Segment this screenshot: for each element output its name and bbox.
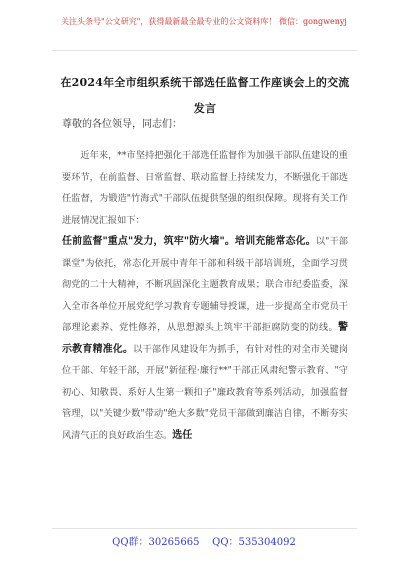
section-heading-pre-appointment: 任前监督"重点"发力，筑牢"防火墙"。培训充能常态化。 <box>62 236 316 247</box>
paragraph-1: 近年来，**市坚持把强化干部选任监督作为加强干部队伍建设的重要环节，在前监督、日常监督、联动监督上持续发力，不断强化干部选任监督，为锻造"竹海式"干部队伍提供坚强的组织保障。现将有关工作进展情况汇报如下： <box>62 150 348 226</box>
footer-divider <box>52 528 357 529</box>
paragraph-2-text2: 以干部作风建设年为抓手，有针对性的对全市关键岗位干部、年轻干部，开展"新征程·廉行**"干部正风肃纪警示教育、"守初心、知敬畏、系好人生第一颗扣子"廉政教育等系列活动，加强监督管理，以"关键少数"带动"绝大多数"党员干部做到廉洁自律，不断夯实风清气正的良好政治生态。 <box>62 343 349 441</box>
body-paragraphs <box>62 145 348 446</box>
footer-contact[interactable]: QQ群：30265665 QQ：535304092 <box>112 537 296 548</box>
section-heading-tail: 选任 <box>172 429 193 441</box>
paragraph-2-text: 以"干部课堂"为依托，常态化开展中青年干部和科级干部培训班，全面学习贯彻党的二十大精神，不断巩固深化主题教育成果；联合市纪委监委，深入全市各单位开展党纪学习教育专题辅导授课，进一步提高全市党员干部理论素养、党性修养，从思想源头上筑牢干部拒腐防变的防线。 <box>62 236 348 333</box>
document-title: 在2024年全市组织系统干部选任监督工作座谈会上的交流发言 <box>60 76 350 115</box>
greeting: 尊敬的各位领导，同志们： <box>62 119 182 130</box>
section-heading-warning-education: 警示教育精准化。 <box>62 322 348 355</box>
top-banner[interactable]: 关注头条号"公文研究"，获得最新最全最专业的公文资料库！ 微信：gongwenyj <box>61 17 347 26</box>
banner-divider <box>52 50 357 51</box>
